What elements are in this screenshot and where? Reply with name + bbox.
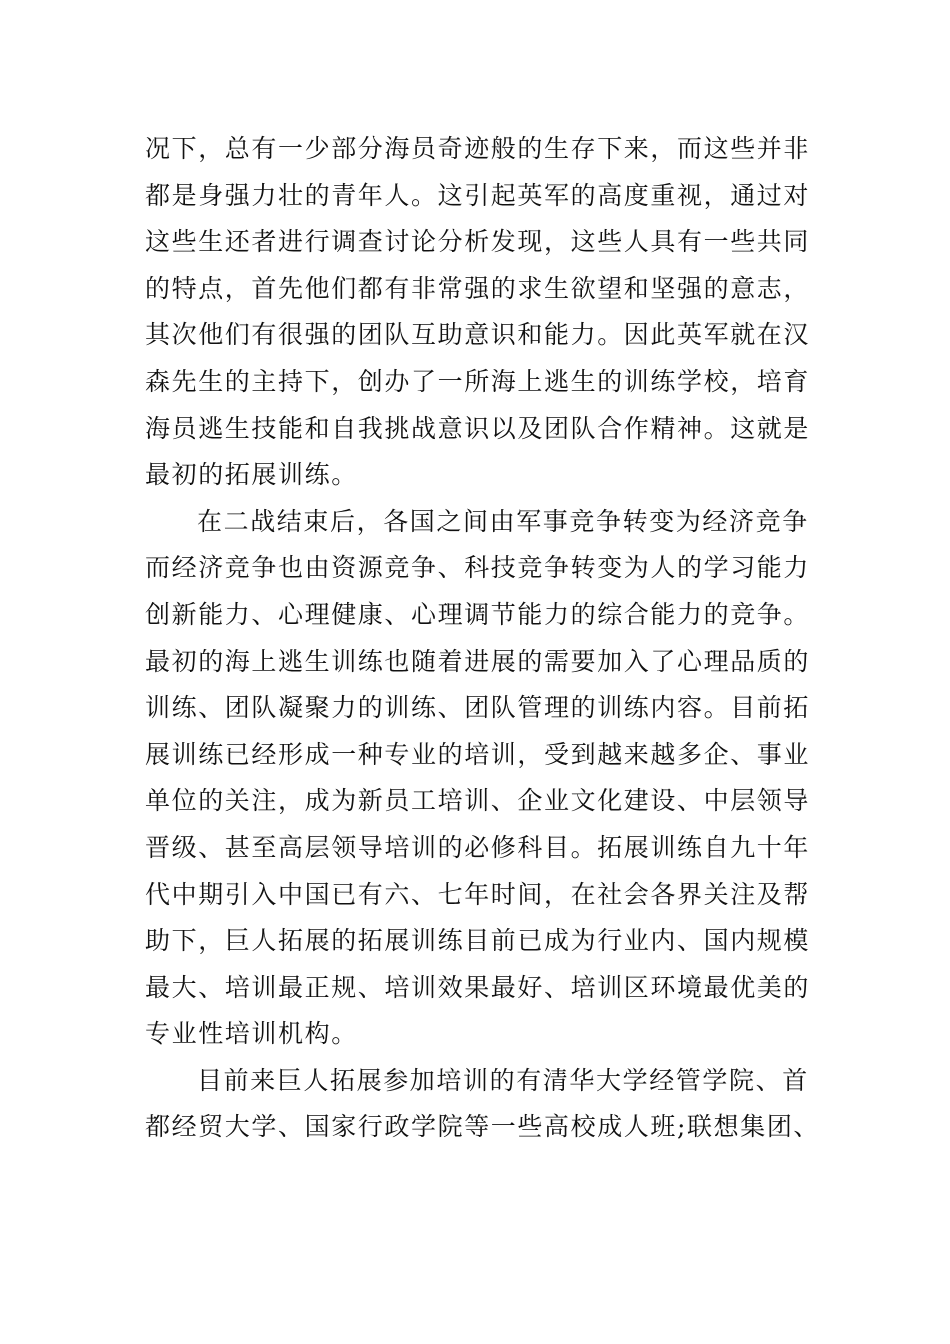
paragraph-first-line: 目前来巨人拓展参加培训的有清华大学经管学院、首 [197, 1065, 809, 1095]
text-line: 这些生还者进行调查讨论分析发现，这些人具有一些共同 [145, 227, 811, 257]
paragraph-first-line: 在二战结束后，各国之间由军事竞争转变为经济竞争 [197, 506, 809, 536]
text-line: 其次他们有很强的团队互助意识和能力。因此英军就在汉 [145, 320, 811, 350]
body-text [145, 126, 821, 1151]
text-line: 都是身强力壮的青年人。这引起英军的高度重视，通过对 [145, 180, 811, 210]
text-line: 专业性培训机构。 [145, 1019, 358, 1049]
text-line: 助下，巨人拓展的拓展训练目前已成为行业内、国内规模 [145, 926, 811, 956]
text-line: 而经济竞争也由资源竞争、科技竞争转变为人的学习能力 [145, 553, 811, 583]
text-line: 代中期引入中国已有六、七年时间，在社会各界关注及帮 [145, 879, 811, 909]
text-line: 的特点，首先他们都有非常强的求生欲望和坚强的意志， [145, 273, 811, 303]
text-line: 晋级、甚至高层领导培训的必修科目。拓展训练自九十年 [145, 832, 811, 862]
text-line: 森先生的主持下，创办了一所海上逃生的训练学校，培育 [145, 366, 811, 396]
text-line: 创新能力、心理健康、心理调节能力的综合能力的竞争。 [145, 599, 811, 629]
text-line: 最初的拓展训练。 [145, 460, 358, 490]
text-line: 展训练已经形成一种专业的培训，受到越来越多企、事业 [145, 739, 811, 769]
text-line: 最大、培训最正规、培训效果最好、培训区环境最优美的 [145, 972, 811, 1002]
text-line: 况下，总有一少部分海员奇迹般的生存下来，而这些并非 [145, 134, 811, 163]
text-line: 单位的关注，成为新员工培训、企业文化建设、中层领导 [145, 786, 811, 816]
text-line: 海员逃生技能和自我挑战意识以及团队合作精神。这就是 [145, 413, 811, 443]
text-line: 最初的海上逃生训练也随着进展的需要加入了心理品质的 [145, 646, 811, 676]
text-line: 训练、团队凝聚力的训练、团队管理的训练内容。目前拓 [145, 693, 811, 723]
text-line: 都经贸大学、国家行政学院等一些高校成人班;联想集团、 [145, 1112, 821, 1142]
